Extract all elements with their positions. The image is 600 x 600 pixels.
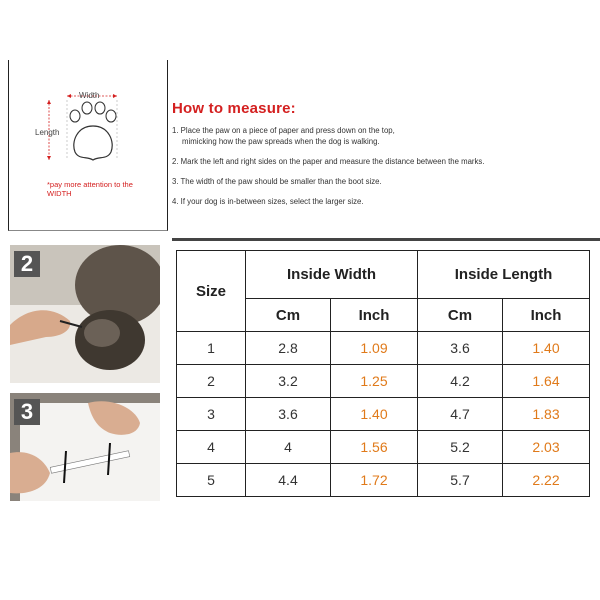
length-cm-header: Cm	[418, 299, 503, 332]
size-cell: 2	[177, 365, 246, 398]
length-cm-cell: 4.7	[418, 398, 503, 431]
width-cm-header: Cm	[246, 299, 331, 332]
photo-measuring-paw	[10, 245, 160, 383]
length-inch-cell: 2.22	[503, 464, 590, 497]
paw-diagram	[8, 60, 168, 231]
width-cm-cell: 4.4	[246, 464, 331, 497]
width-cm-cell: 2.8	[246, 332, 331, 365]
inside-length-header: Inside Length	[418, 251, 590, 299]
step-3-text: 3. The width of the paw should be smaller than the boot size.	[172, 177, 382, 186]
length-cm-cell: 5.2	[418, 431, 503, 464]
size-chart-table	[176, 250, 590, 497]
length-cm-cell: 3.6	[418, 332, 503, 365]
table-row	[177, 464, 590, 497]
length-label: Length	[35, 128, 60, 137]
photo-measuring-marks	[10, 393, 160, 501]
width-cm-cell: 3.2	[246, 365, 331, 398]
step-2-text: 2. Mark the left and right sides on the paper and measure the distance between the marks.	[172, 157, 485, 166]
width-inch-cell: 1.09	[331, 332, 418, 365]
width-attention-note: *pay more attention to the WIDTH	[47, 180, 133, 198]
size-header: Size	[177, 251, 246, 332]
length-inch-cell: 1.64	[503, 365, 590, 398]
step-1-line-2: mimicking how the paw spreads when the dog is walking.	[182, 137, 380, 146]
step-1-line-1: 1. Place the paw on a piece of paper and press down on the top,	[172, 126, 395, 135]
size-cell: 5	[177, 464, 246, 497]
step-3	[172, 176, 597, 187]
width-label: Width	[79, 91, 100, 100]
table-row	[177, 398, 590, 431]
length-cm-cell: 4.2	[418, 365, 503, 398]
width-inch-cell: 1.25	[331, 365, 418, 398]
step-2-badge: 2	[14, 251, 40, 277]
length-inch-header: Inch	[503, 299, 590, 332]
width-inch-header: Inch	[331, 299, 418, 332]
length-inch-cell: 1.83	[503, 398, 590, 431]
how-to-measure-section	[172, 100, 597, 216]
table-row	[177, 431, 590, 464]
size-cell: 1	[177, 332, 246, 365]
width-cm-cell: 3.6	[246, 398, 331, 431]
size-cell: 4	[177, 431, 246, 464]
step-4-text: 4. If your dog is in-between sizes, select the larger size.	[172, 197, 364, 206]
length-inch-cell: 2.03	[503, 431, 590, 464]
table-row	[177, 332, 590, 365]
step-4	[172, 196, 597, 207]
size-cell: 3	[177, 398, 246, 431]
step-3-badge: 3	[14, 399, 40, 425]
step-2	[172, 156, 597, 167]
how-to-measure-title: How to measure:	[172, 100, 296, 117]
width-inch-cell: 1.72	[331, 464, 418, 497]
section-divider	[172, 238, 600, 241]
paw-print-icon	[9, 60, 167, 230]
width-cm-cell: 4	[246, 431, 331, 464]
width-inch-cell: 1.56	[331, 431, 418, 464]
step-1	[172, 125, 597, 147]
width-inch-cell: 1.40	[331, 398, 418, 431]
table-row	[177, 365, 590, 398]
length-cm-cell: 5.7	[418, 464, 503, 497]
length-inch-cell: 1.40	[503, 332, 590, 365]
inside-width-header: Inside Width	[246, 251, 418, 299]
